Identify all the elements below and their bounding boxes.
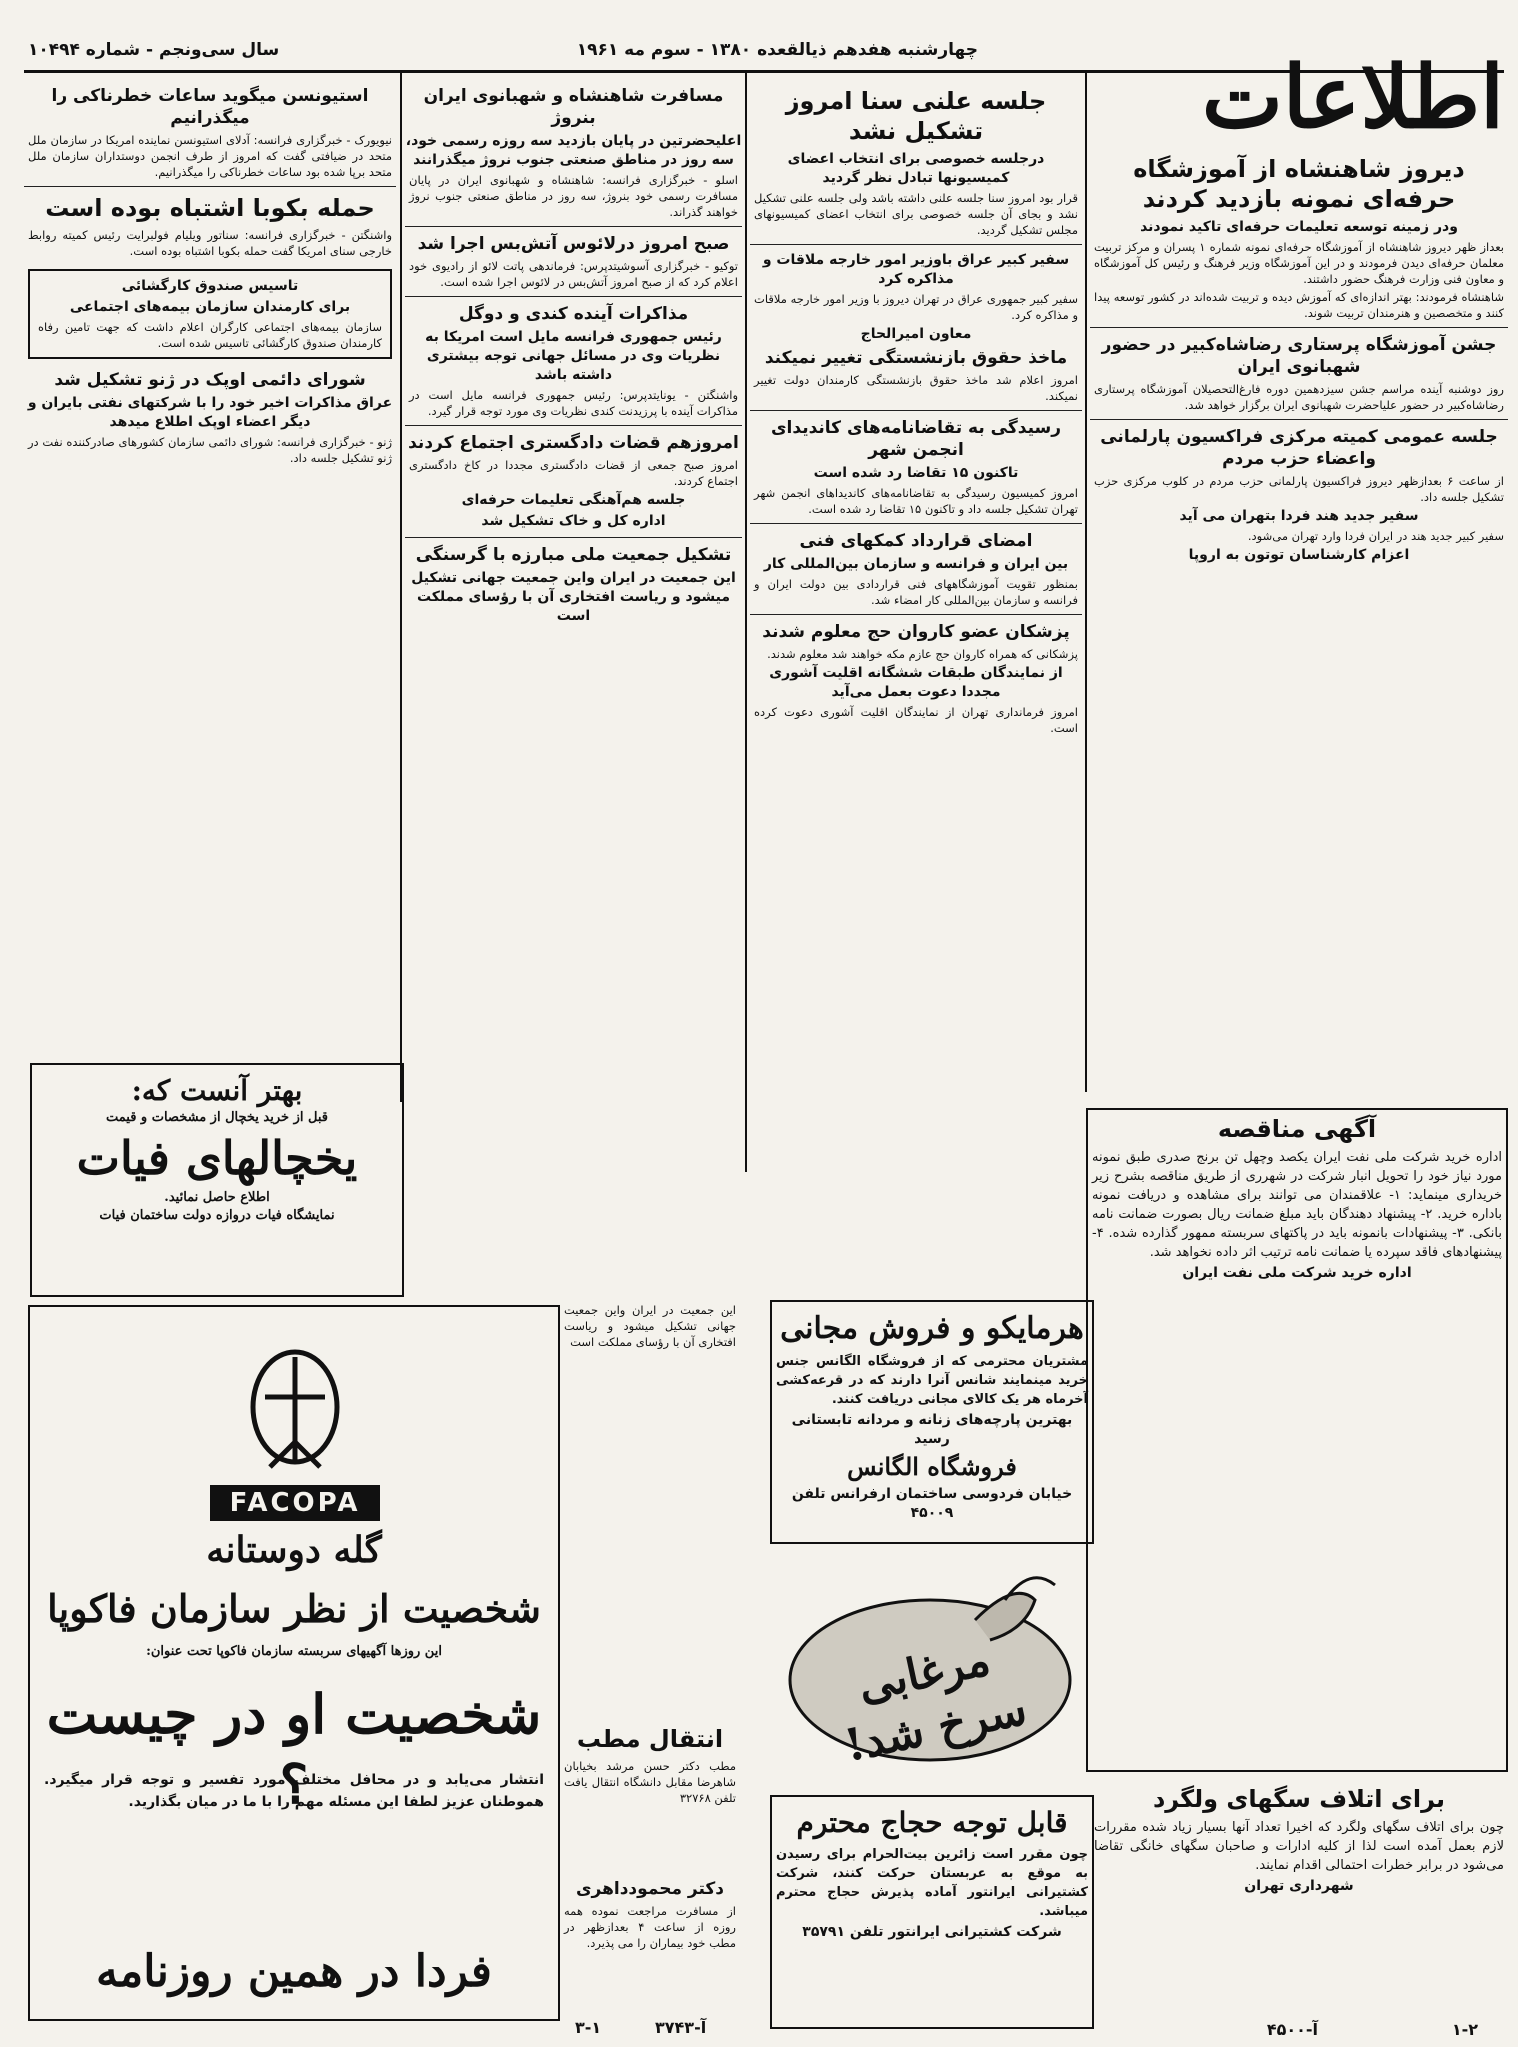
divider xyxy=(750,614,1082,615)
article-body: بمنظور تقویت آموزشگاههای فنی قراردادی بین دولت ایران و فرانسه و سازمان بین‌المللی کار امضاء شد. xyxy=(754,577,1078,607)
office-move-title: انتقال مطب xyxy=(576,1725,724,1753)
headline-soil-office: اداره کل و خاک تشکیل شد xyxy=(481,513,666,529)
article-body: روز دوشنبه آینده مراسم جشن سیزدهمین دوره فارغ‌التحصیلان آموزشگاه پرستاری رضاشاه‌کبیر در حضور علیاحضرت شهبانوی ایران برگزار خواهد شد. xyxy=(1094,382,1504,412)
ad-code: آ-۳۷۴۳ xyxy=(655,2018,707,2037)
pawn-fund-subtitle: برای کارمندان سازمان بیمه‌های اجتماعی xyxy=(69,299,351,315)
tender-title: آگهی مناقصه xyxy=(1217,1115,1377,1143)
facopa-brand: FACOPA xyxy=(210,1485,380,1521)
article-body: سفیر کبیر جمهوری عراق در تهران دیروز با وزیر امور خارجه ملاقات و مذاکره کرد. xyxy=(754,292,1078,322)
headline-cuba: حمله بکوبا اشتباه بوده است xyxy=(45,194,375,222)
headline-party-meeting: جلسه عمومی کمیته مرکزی فراکسیون پارلمانی واعضاء حزب مردم xyxy=(1100,427,1498,469)
fiat-brand: یخچالهای فیات xyxy=(76,1131,358,1185)
column-rule xyxy=(745,72,747,1172)
fiat-address: نمایشگاه فیات دروازه دولت ساختمان فیات xyxy=(99,1208,335,1223)
headline-shah-visit: دیروز شاهنشاه از آموزشگاه حرفه‌ای نمونه بازدید کردند xyxy=(1133,155,1465,213)
ad-code: آ-۴۵۰۰ xyxy=(1266,2020,1318,2039)
column-4 xyxy=(24,82,396,1082)
fiat-line4: اطلاع حاصل نمائید. xyxy=(164,1190,270,1205)
subhead-hunger: این جمعیت در ایران واین جمعیت جهانی تشکیل میشود و ریاست افتخاری آن با رؤسای مملکت است xyxy=(411,570,736,624)
headline-haj-doctors: پزشکان عضو کاروان حج معلوم شدند xyxy=(762,622,1070,642)
elegance-body: مشتریان محترمی که از فروشگاه الگانس جنس خرید مینمایند شانس آنرا دارند که در قرعه‌کشی آخرماه هر یک کالای مجانی دریافت کنند. xyxy=(776,1354,1088,1407)
divider xyxy=(405,425,742,426)
facopa-line2: شخصیت از نظر سازمان فاکوپا xyxy=(47,1586,541,1631)
headline-opec: شورای دائمی اوپک در ژنو تشکیل شد xyxy=(54,370,366,390)
subhead-kennedy-degaulle: رئیس جمهوری فرانسه مایل است امریکا به نظریات وی در مسائل جهانی توجه بیشتری داشته باشد xyxy=(425,329,722,383)
dogs-body: چون برای اتلاف سگهای ولگرد که اخیرا تعداد آنها بسیار زیاد شده مقررات لازم بعمل آمده است لذا از کلیه ادارات و صاحبان سگهای خانگی تقاضا می‌شود در برابر خطرات احتمالی اقدام نمایند. xyxy=(1094,1820,1504,1873)
headline-india-ambassador: سفیر جدید هند فردا بتهران می آید xyxy=(1179,508,1419,524)
dogs-signature: شهرداری تهران xyxy=(1244,1878,1354,1894)
office-move-notice xyxy=(560,1720,740,1865)
doctor-body: از مسافرت مراجعت نموده همه روزه از ساعت ۴ بعدازظهر در مطب خود بیماران را می پذیرد. xyxy=(564,1904,736,1950)
facopa-ad xyxy=(28,1305,560,2021)
office-move-body: مطب دکتر حسن مرشد بخیابان شاهرضا مقابل دانشگاه انتقال یافت تلفن ۳۲۷۶۸ xyxy=(564,1759,736,1805)
chicken-ad xyxy=(775,1560,1085,1775)
dogs-title: برای اتلاف سگهای ولگرد xyxy=(1152,1785,1446,1813)
divider xyxy=(405,537,742,538)
headline-stevenson: استیونسن میگوید ساعات خطرناکی را میگذرانیم xyxy=(51,86,369,128)
divider xyxy=(750,244,1082,245)
headline-assyrian: از نمایندگان طبقات ششگانه اقلیت آشوری مجددا دعوت بعمل می‌آید xyxy=(769,665,1063,700)
facopa-line3: این روزها آگهیهای سربسته سازمان فاکوپا تحت عنوان: xyxy=(146,1644,442,1659)
haj-footer: شرکت کشتیرانی ایرانتور تلفن ۳۵۷۹۱ xyxy=(802,1924,1062,1940)
dateline: چهارشنبه هفدهم ذیالقعده ۱۳۸۰ - سوم مه ۱۹۶۱ xyxy=(576,40,978,60)
subhead-shah-visit: ودر زمینه توسعه تعلیمات حرفه‌ای تاکید نمودند xyxy=(1140,219,1458,235)
article-body: واشنگتن - خبرگزاری فرانسه: سناتور ویلیام فولبرایت رئیس کمیته روابط خارجی سنای امریکا گفت حمله بکوبا اشتباه بوده است. xyxy=(28,228,392,258)
article-body: امروز اعلام شد ماخذ حقوق بازنشستگی کارمندان دولت تغییر نمیکند. xyxy=(754,373,1078,403)
divider xyxy=(750,410,1082,411)
headline-kennedy-degaulle: مذاکرات آینده کندی و دوگل xyxy=(458,304,689,324)
column-right xyxy=(1090,150,1508,1105)
haj-ad xyxy=(770,1795,1094,2029)
column-rule xyxy=(400,72,402,1102)
article-body: پزشکانی که همراه کاروان حج عازم مکه خواهند شد معلوم شدند. xyxy=(767,647,1078,661)
ad-code: ۱-۲ xyxy=(1451,2020,1478,2039)
divider xyxy=(1090,419,1508,420)
elegance-address: خیابان فردوسی ساختمان ارفرانس تلفن ۴۵۰۰۹ xyxy=(791,1486,1073,1521)
headline-technical-aid: امضای قرارداد کمکهای فنی xyxy=(799,531,1033,551)
elegance-line3: بهترین پارچه‌های زنانه و مردانه تابستانی رسید xyxy=(791,1412,1073,1447)
article-body: اسلو - خبرگزاری فرانسه: شاهنشاه و شهبانوی ایران در پایان مسافرت رسمی خود بنروژ، سه روز در مناطق صنعتی جنوب نروژ خواهند گذراند. xyxy=(409,173,738,219)
divider xyxy=(405,226,742,227)
haj-title: قابل توجه حجاج محترم xyxy=(796,1806,1068,1839)
hunger-continuation xyxy=(560,1300,740,1710)
headline-pension: ماخذ حقوق بازنشستگی تغییر نمیکند xyxy=(764,348,1068,368)
masthead-rule xyxy=(24,70,1504,73)
subhead-technical-aid: بین ایران و فرانسه و سازمان بین‌المللی کار xyxy=(763,556,1069,572)
article-body: بعداز ظهر دیروز شاهنشاه از آموزشگاه حرفه‌ای نمونه شماره ۱ پسران و مرکز تربیت معلمان حرفه‌ای دیدن فرمودند و در این آموزشگاه وزیر فرهنگ و رئیس کل آموزشگاه و معاون فنی وزارت فرهنگ حضور داشتند. xyxy=(1094,240,1504,286)
facopa-tomorrow: فردا در همین روزنامه xyxy=(96,1946,492,1997)
elegance-store: فروشگاه الگانس xyxy=(847,1452,1017,1481)
divider xyxy=(1090,327,1508,328)
tender-body: اداره خرید شرکت ملی نفت ایران یکصد وچهل تن برنج صدری طبق نمونه مورد نیاز خود را تحویل انبار شرکت در شهرری از طریق مناقصه بشرح زیر خریداری مینماید: ۱- علاقمندان می توانند برای مشاهده و دریافت نمونه باداره خرید. ۲- پیشنهاد دهندگان باید مبلغ ضمانت ریال بصورت ضمانت نامه بانکی. ۳- پیشنهادات بانمونه باید در پاکتهای سربسته ممهور گذارده شده. ۴- پیشنهادهای فاقد سپرده یا ضمانت نامه ترتیب اثر داده نخواهد شد. xyxy=(1092,1150,1502,1260)
headline-senate: جلسه علنی سنا امروز تشکیل نشد xyxy=(785,87,1047,145)
pawn-fund-title: تاسیس صندوق کارگشائی xyxy=(121,278,299,294)
doctor-title: دکتر محمودداهری xyxy=(575,1879,725,1899)
article-body: سفیر کبیر جدید هند در ایران فردا وارد تهران می‌شود. xyxy=(1247,529,1504,543)
article-body: امروز صبح جمعی از قضات دادگستری مجددا در کاخ دادگستری اجتماع کردند. xyxy=(409,458,738,488)
subhead-senate: درجلسه خصوصی برای انتخاب اعضای کمیسیونها تبادل نظر گردید xyxy=(787,151,1045,186)
haj-body: چون مقرر است زائرین بیت‌الحرام برای رسیدن به موقع به عربستان حرکت کنند، شرکت کشتیرانی ایرانتور آماده پذیرش حجاج محترم میباشد. xyxy=(776,1847,1088,1919)
headline-tobacco-experts: اعزام کارشناسان توتون به اروپا xyxy=(1188,547,1410,563)
facopa-body: انتشار می‌یابد و در محافل مختلف مورد تفسیر و توجه قرار میگیرد. هموطنان عزیز لطفا این مسئله مهم را با ما در میان بگذارید. xyxy=(44,1772,544,1810)
tender-notice xyxy=(1086,1108,1508,1772)
headline-judges: امروزهم قضات دادگستری اجتماع کردند xyxy=(408,433,739,453)
article-body: امروز کمیسیون رسیدگی به تقاضانامه‌های کاندیداهای انجمن شهر تهران تشکیل جلسه داد و تاکنون ۱۵ تقاضا رد شده است. xyxy=(754,486,1078,516)
headline-laos-ceasefire: صبح امروز درلائوس آتش‌بس اجرا شد xyxy=(417,234,730,254)
headline-vocational: جلسه هم‌آهنگی تعلیمات حرفه‌ای xyxy=(461,492,686,508)
article-body: این جمعیت در ایران واین جمعیت جهانی تشکیل میشود و ریاست افتخاری آن با رؤسای مملکت است xyxy=(564,1303,736,1349)
column-2 xyxy=(750,82,1082,1082)
article-body: نیویورک - خبرگزاری فرانسه: آدلای استیونسن نماینده امریکا در سازمان ملل متحد در ضیافتی گفت که امروز از طرف انجمن دوستداران سازمان ملل متحد برپا شده بود ساعات خطرناکی را میگذرانیم. xyxy=(28,133,392,179)
chicken-text: مرغابی سرخ شد! xyxy=(840,1634,1032,1772)
headline-nursing-school: جشن آموزشگاه پرستاری رضاشاه‌کبیر در حضور شهبانوی ایران xyxy=(1101,335,1497,377)
headline-norway-trip: مسافرت شاهنشاه و شهبانوی ایران بنروژ xyxy=(423,86,724,128)
article-body: از ساعت ۶ بعدازظهر دیروز فراکسیون پارلمانی حزب مردم در کلوب مرکزی حزب تشکیل جلسه داد. xyxy=(1094,474,1504,504)
pawn-fund-body: سازمان بیمه‌های اجتماعی کارگران اعلام داشت که جهت تامین رفاه کارمندان صندوق کارگشائی تاسیس شده است. xyxy=(38,320,382,350)
ad-code: ۳-۱ xyxy=(575,2018,602,2037)
article-body: امروز فرمانداری تهران از نمایندگان اقلیت آشوری دعوت کرده است. xyxy=(754,705,1078,735)
divider xyxy=(24,186,396,187)
article-body: توکیو - خبرگزاری آسوشیتدپرس: فرماندهی پاتت لائو از رادیوی خود اعلام کرد که از صبح امروز آتش‌بس در لائوس اجرا شده است. xyxy=(409,259,738,289)
divider xyxy=(405,296,742,297)
elegance-title: هرمایکو و فروش مجانی xyxy=(780,1311,1084,1346)
facopa-line1: گله دوستانه xyxy=(206,1529,382,1571)
headline-city-council: رسیدگی به تقاضانامه‌های کاندیدای انجمن شهر xyxy=(770,418,1062,460)
issue-number: سال سی‌ونجم - شماره ۱۰۴۹۴ xyxy=(28,40,280,60)
article-body: شاهنشاه فرمودند: بهتر اندازه‌ای که آموزش دیده و تربیت شده‌اند در کشور توسعه پیدا کنند و متخصصین و هنرمندان تربیت شوند. xyxy=(1094,290,1504,320)
headline-iraq-ambassador: سفیر کبیر عراق باوزیر امور خارجه ملاقات و مذاکره کرد xyxy=(762,252,1070,287)
divider xyxy=(750,523,1082,524)
column-rule xyxy=(1085,72,1087,1092)
dogs-notice xyxy=(1090,1780,1508,2025)
doctor-notice xyxy=(560,1875,740,2025)
column-3 xyxy=(405,82,742,1142)
facopa-face-icon xyxy=(235,1347,355,1477)
subhead-opec: عراق مذاکرات اخیر خود را با شرکتهای نفتی بایران و دیگر اعضاء اوپک اطلاع میدهد xyxy=(27,395,393,430)
article-body: ژنو - خبرگزاری فرانسه: شورای دائمی سازمان کشورهای صادرکننده نفت در ژنو تشکیل جلسه داد. xyxy=(28,435,392,465)
fiat-ad xyxy=(30,1063,404,1297)
headline-hunger: تشکیل جمعیت ملی مبارزه با گرسنگی xyxy=(415,545,732,565)
masthead-logo: اطلاعات xyxy=(1201,47,1504,148)
article-body: قرار بود امروز سنا جلسه علنی داشته باشد ولی جلسه علنی تشکیل نشد و بجای آن جلسه خصوصی برای انتخاب اعضای کمیسیونهای مجلس تشکیل گردید. xyxy=(754,191,1078,237)
subhead-norway-trip: اعلیحضرتین در پایان بازدید سه روزه رسمی خود، سه روز در مناطق صنعتی جنوب نروژ میگذرانند xyxy=(405,133,742,168)
article-body: واشنگتن - یونایتدپرس: رئیس جمهوری فرانسه مایل است در مذاکرات آینده با پرزیدنت کندی نظریات وی مورد توجه قرار گیرد. xyxy=(409,388,738,418)
facopa-line4: شخصیت او در چیست ؟ xyxy=(46,1682,542,1816)
fiat-line1: بهتر آنست که: xyxy=(131,1074,303,1107)
headline-haj-deputy: معاون امیرالحاج xyxy=(860,326,972,342)
tender-signature: اداره خرید شرکت ملی نفت ایران xyxy=(1182,1265,1412,1281)
fiat-line2: قبل از خرید یخچال از مشخصات و قیمت xyxy=(105,1110,329,1125)
pawn-fund-box xyxy=(28,269,392,359)
elegance-ad xyxy=(770,1300,1094,1544)
subhead-city-council: تاکنون ۱۵ تقاضا رد شده است xyxy=(813,465,1019,481)
